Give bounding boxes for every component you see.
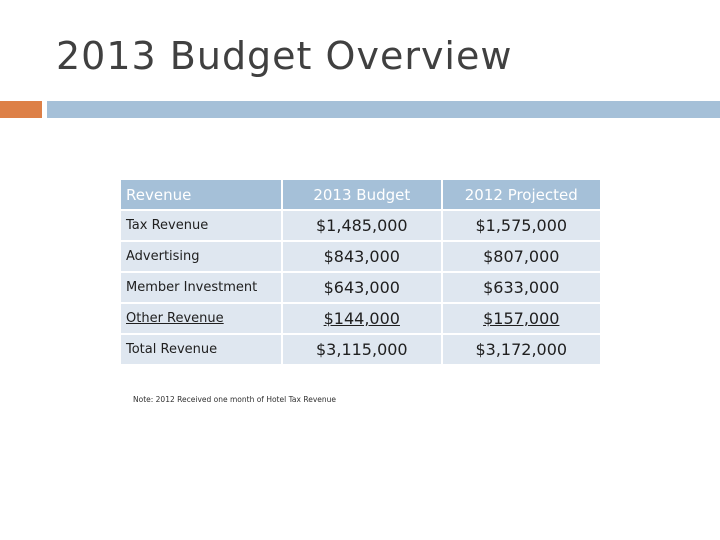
- accent-bar-orange: [0, 101, 42, 118]
- row-projected-2012: [443, 304, 600, 335]
- header-2013-budget: 2013 Budget: [283, 180, 442, 211]
- footnote: Note: 2012 Received one month of Hotel Tax Revenue: [133, 395, 336, 404]
- header-revenue: Revenue: [121, 180, 283, 211]
- table-row: [121, 242, 600, 273]
- row-label: Member Investment: [121, 273, 283, 304]
- budget-table: [121, 180, 600, 366]
- row-projected-2012: $633,000: [443, 273, 600, 304]
- row-projected-2012: $807,000: [443, 242, 600, 273]
- row-projected-2012: $1,575,000: [443, 211, 600, 242]
- slide-title: 2013 Budget Overview: [56, 34, 513, 78]
- row-budget-2013: $3,115,000: [283, 335, 442, 366]
- accent-bar-blue: [47, 101, 720, 118]
- row-budget-2013: $1,485,000: [283, 211, 442, 242]
- row-budget-2013-text: $144,000: [323, 309, 400, 328]
- header-2012-projected: 2012 Projected: [443, 180, 600, 211]
- table-row: [121, 211, 600, 242]
- table-row: [121, 273, 600, 304]
- row-label: Advertising: [121, 242, 283, 273]
- row-label: Tax Revenue: [121, 211, 283, 242]
- row-label-text: Other Revenue: [126, 311, 224, 326]
- table-row-total: [121, 335, 600, 366]
- row-budget-2013: [283, 304, 442, 335]
- row-projected-2012-text: $157,000: [483, 309, 560, 328]
- table-row: [121, 304, 600, 335]
- row-label: [121, 304, 283, 335]
- row-budget-2013: $643,000: [283, 273, 442, 304]
- row-budget-2013: $843,000: [283, 242, 442, 273]
- row-label: Total Revenue: [121, 335, 283, 366]
- table-header-row: [121, 180, 600, 211]
- row-projected-2012: $3,172,000: [443, 335, 600, 366]
